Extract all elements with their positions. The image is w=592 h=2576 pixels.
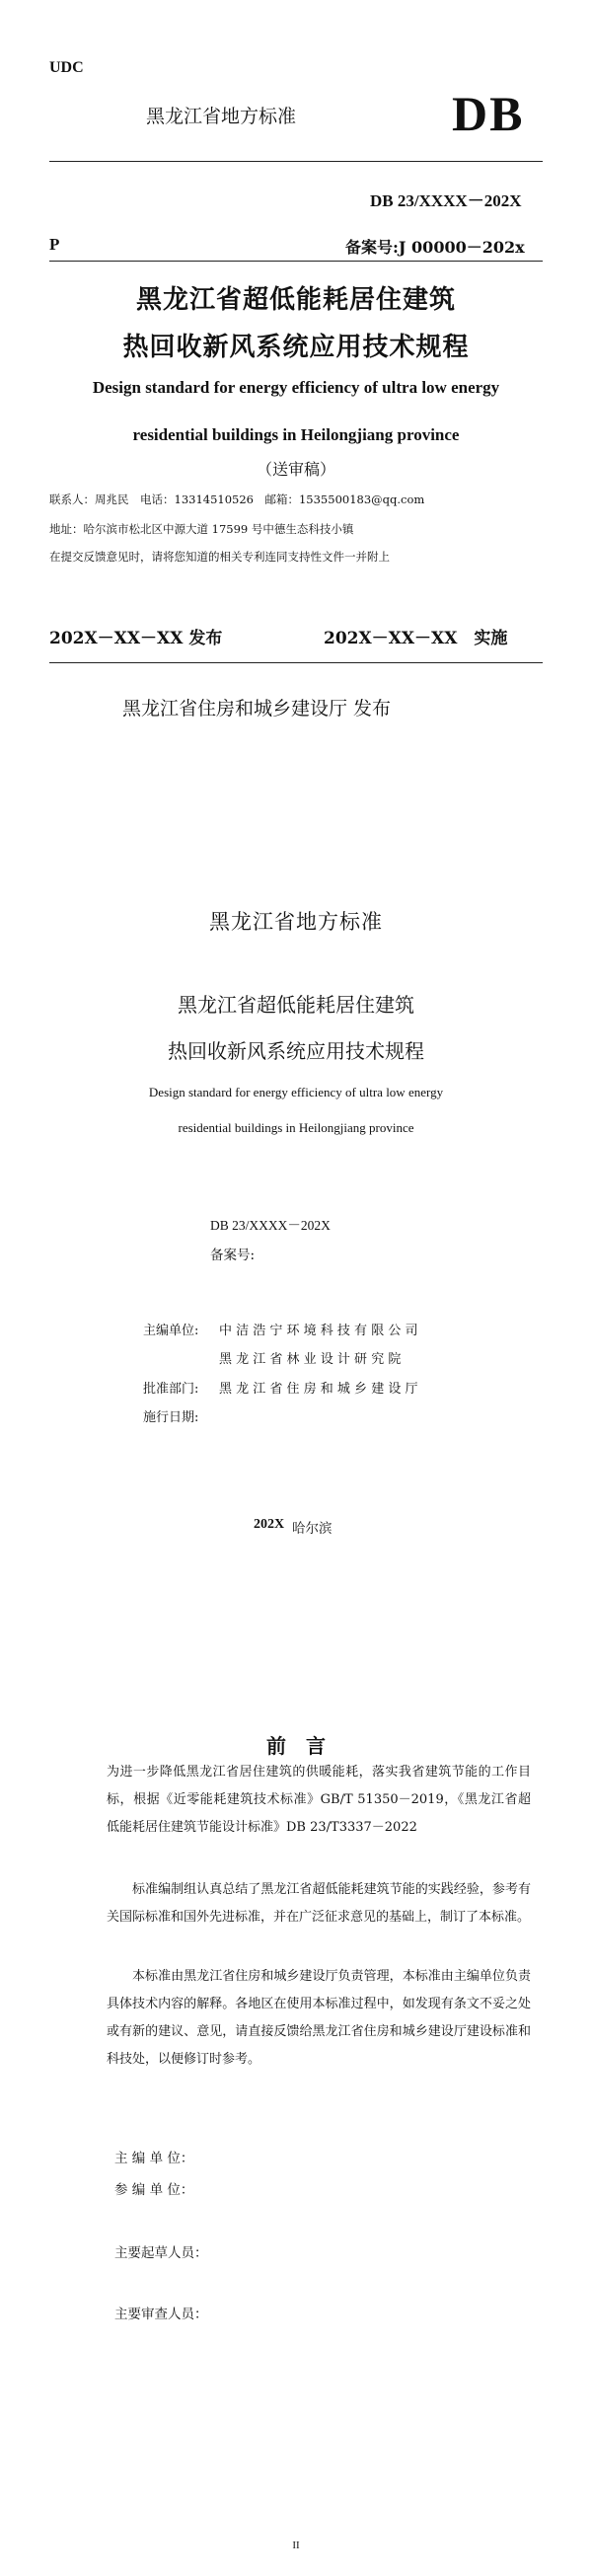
p-mark: P bbox=[49, 235, 60, 254]
approver-label: 批准部门: bbox=[143, 1382, 199, 1397]
record-number: 备案号:J 00000－202x bbox=[345, 238, 525, 257]
foreword-paragraph-3: 本标准由黑龙江省住房和城乡建设厅负责管理，本标准由主编单位负责具体技术内容的解释。各地区在使用本标准过程中，如发现有条文不妥之处或有新的建议、意见，请直接反馈给黑龙江省住房和城乡建设厅建设标准和科技处，以便修订时参考。 bbox=[107, 1969, 531, 2067]
cover-english-title-line1: Design standard for energy efficiency of ultra low energy bbox=[92, 378, 500, 397]
title-page-header: 黑龙江省地方标准 bbox=[209, 910, 383, 934]
effective-date-label: 施行日期: bbox=[143, 1410, 199, 1425]
foreword-paragraph-1: 为进一步降低黑龙江省居住建筑的供暖能耗，落实我省建筑节能的工作目标，根据《近零能耗建筑技术标准》GB/T 51350－2019，《黑龙江省超低能耗居住建筑节能设计标准》DB 23/T3337－2022 bbox=[107, 1765, 531, 1835]
publish-date: 202X－XX－XX 发布 bbox=[49, 629, 223, 648]
foreword-paragraph-2: 标准编制组认真总结了黑龙江省超低能耗建筑节能的实践经验，参考有关国际标准和国外先进标准，并在广泛征求意见的基础上，制订了本标准。 bbox=[107, 1882, 531, 1925]
cover-title-line1: 黑龙江省超低能耗居住建筑 bbox=[135, 285, 456, 315]
cover-title-line2: 热回收新风系统应用技术规程 bbox=[122, 333, 470, 362]
contact-info: 联系人：周兆民 电话：13314510526 邮箱：1535500183@qq.com bbox=[49, 492, 425, 506]
foreword-heading: 前 言 bbox=[266, 1734, 326, 1758]
editor-unit-2: 黑 龙 江 省 林 业 设 计 研 究 院 bbox=[219, 1352, 402, 1367]
header-rule bbox=[49, 161, 543, 162]
main-reviewers-label: 主要审查人员： bbox=[114, 2307, 208, 2322]
cover-header-title: 黑龙江省地方标准 bbox=[146, 106, 297, 127]
issuing-authority: 黑龙江省住房和城乡建设厅 发布 bbox=[122, 698, 392, 720]
participating-units-label: 参 编 单 位： bbox=[114, 2182, 194, 2198]
publication-city: 哈尔滨 bbox=[292, 1521, 333, 1537]
main-drafters-label: 主要起草人员： bbox=[114, 2245, 208, 2261]
standard-number: DB 23/XXXX－202X bbox=[370, 191, 522, 210]
title-page-english-line2: residential buildings in Heilongjiang province bbox=[178, 1120, 414, 1135]
chief-editor-label: 主 编 单 位： bbox=[114, 2151, 194, 2166]
footer-rule bbox=[49, 662, 543, 663]
address-info: 地址：哈尔滨市松北区中源大道 17599 号中德生态科技小镇 bbox=[49, 522, 354, 536]
publication-year: 202X bbox=[254, 1517, 285, 1532]
title-page-english-line1: Design standard for energy efficiency of ultra low energy bbox=[148, 1085, 444, 1099]
title-page-record-number: 备案号: bbox=[210, 1248, 256, 1263]
record-rule bbox=[49, 261, 543, 262]
title-page-title-line2: 热回收新风系统应用技术规程 bbox=[168, 1039, 424, 1063]
feedback-note: 在提交反馈意见时，请将您知道的相关专利连同支持性文件一并附上 bbox=[49, 550, 390, 564]
title-page-standard-number: DB 23/XXXX－202X bbox=[210, 1218, 331, 1233]
udc-label: UDC bbox=[49, 59, 84, 76]
draft-label: （送审稿） bbox=[256, 460, 335, 479]
approver-unit: 黑 龙 江 省 住 房 和 城 乡 建 设 厅 bbox=[219, 1382, 418, 1397]
editor-unit-label: 主编单位: bbox=[143, 1324, 199, 1338]
implement-date: 202X－XX－XX 实施 bbox=[324, 629, 508, 648]
page-number: II bbox=[292, 2539, 300, 2551]
cover-english-title-line2: residential buildings in Heilongjiang province bbox=[132, 425, 460, 444]
db-logo: DB bbox=[452, 86, 525, 141]
title-page-title-line1: 黑龙江省超低能耗居住建筑 bbox=[178, 993, 414, 1017]
editor-unit-1: 中 洁 浩 宁 环 境 科 技 有 限 公 司 bbox=[219, 1324, 418, 1338]
